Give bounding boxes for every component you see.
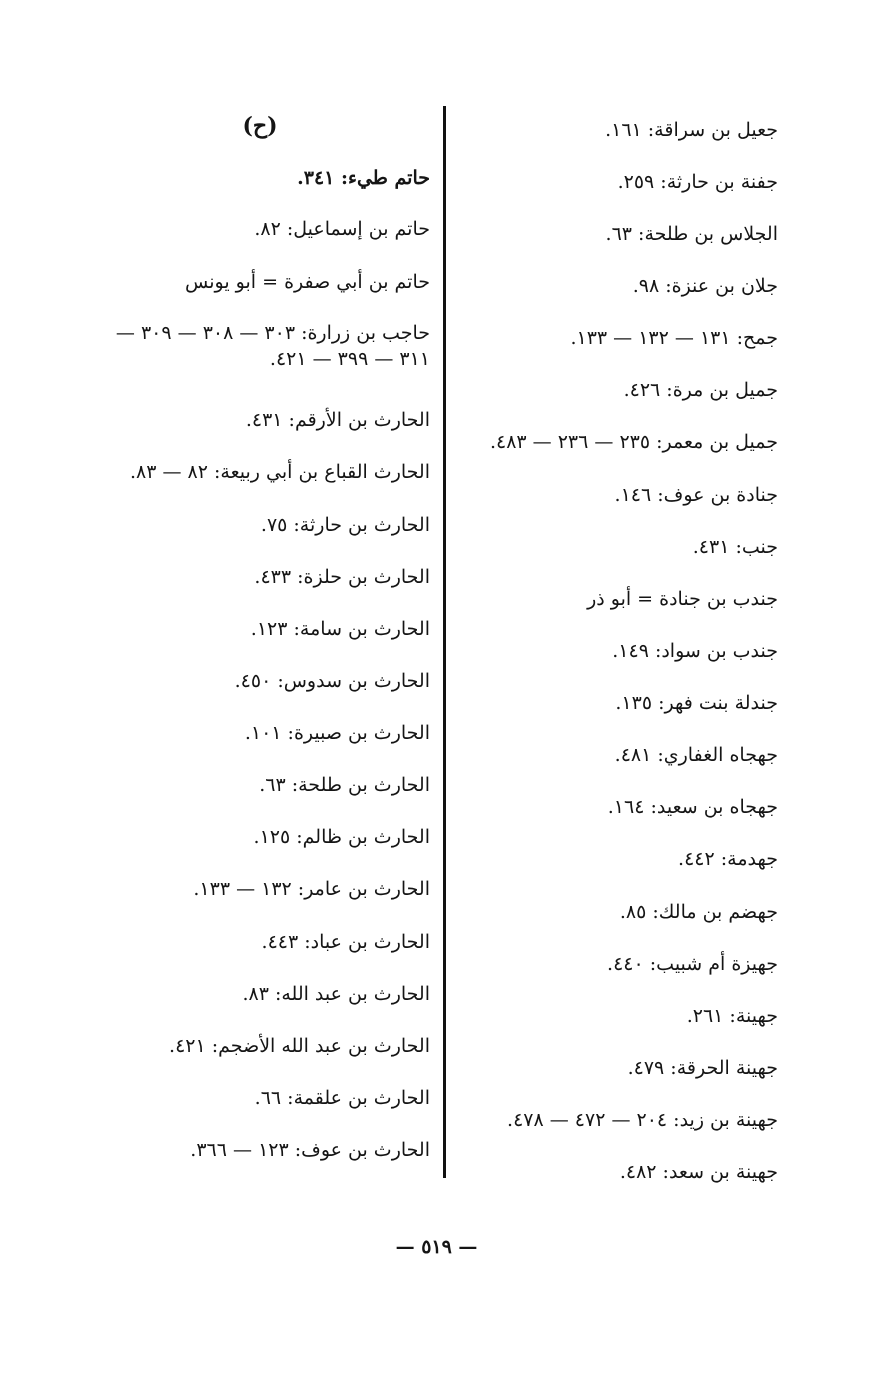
- index-entry: جهجاه بن سعيد: ١٦٤.: [607, 796, 778, 818]
- index-entry: جعيل بن سراقة: ١٦١.: [605, 119, 778, 141]
- index-entry: جلان بن عنزة: ٩٨.: [632, 275, 778, 297]
- index-entry: الحارث بن الأرقم: ٤٣١.: [245, 409, 430, 431]
- index-entry: الحارث بن ظالم: ١٢٥.: [253, 826, 430, 848]
- index-entry: جنادة بن عوف: ١٤٦.: [614, 484, 778, 506]
- index-entry: جهجاه الغفاري: ٤٨١.: [614, 744, 778, 766]
- index-entry: الجلاس بن طلحة: ٦٣.: [605, 223, 778, 245]
- index-entry: جهينة: ٢٦١.: [686, 1005, 778, 1027]
- index-entry: الحارث بن سامة: ١٢٣.: [250, 618, 430, 640]
- index-entry: الحارث بن عباد: ٤٤٣.: [261, 931, 430, 953]
- index-entry: الحارث بن علقمة: ٦٦.: [254, 1087, 430, 1109]
- page-number: — ٥١٩ —: [395, 1236, 478, 1258]
- index-entry: الحارث بن عامر: ١٣٢ — ١٣٣.: [193, 878, 430, 900]
- index-entry: جميل بن معمر: ٢٣٥ — ٢٣٦ — ٤٨٣.: [489, 431, 778, 453]
- index-entry: جميل بن مرة: ٤٢٦.: [623, 379, 778, 401]
- column-divider: [443, 106, 446, 1178]
- index-entry: جفنة بن حارثة: ٢٥٩.: [617, 171, 778, 193]
- index-entry: جهينة بن زيد: ٢٠٤ — ٤٧٢ — ٤٧٨.: [507, 1109, 778, 1131]
- index-entry: الحارث القباع بن أبي ربيعة: ٨٢ — ٨٣.: [129, 461, 430, 483]
- index-entry: جهدمة: ٤٤٢.: [678, 848, 778, 870]
- index-entry: حاجب بن زرارة: ٣٠٣ — ٣٠٨ — ٣٠٩ — ٣١١ — ٣٩٩ — ٤٢١.: [115, 322, 430, 370]
- index-entry: جمح: ١٣١ — ١٣٢ — ١٣٣.: [570, 327, 778, 349]
- index-entry: الحارث بن عبد الله: ٨٣.: [242, 983, 430, 1005]
- index-entry: جهيزة أم شبيب: ٤٤٠.: [607, 953, 778, 975]
- index-entry: جنب: ٤٣١.: [692, 536, 778, 558]
- index-entry: الحارث بن صبيرة: ١٠١.: [244, 722, 430, 744]
- index-entry: الحارث بن عبد الله الأضجم: ٤٢١.: [169, 1035, 430, 1057]
- index-entry: حاتم بن إسماعيل: ٨٢.: [254, 218, 430, 240]
- index-entry: الحارث بن طلحة: ٦٣.: [259, 774, 430, 796]
- index-entry: جهينة بن سعد: ٤٨٢.: [619, 1161, 778, 1183]
- section-heading: (ح): [242, 113, 278, 139]
- index-entry: الحارث بن حارثة: ٧٥.: [260, 514, 430, 536]
- index-entry: الحارث بن سدوس: ٤٥٠.: [234, 670, 430, 692]
- index-entry: جهينة الحرقة: ٤٧٩.: [627, 1057, 778, 1079]
- index-entry: الحارث بن حلزة: ٤٣٣.: [254, 566, 430, 588]
- index-entry: جندب بن سواد: ١٤٩.: [612, 640, 778, 662]
- index-entry: الحارث بن عوف: ١٢٣ — ٣٦٦.: [190, 1139, 430, 1161]
- index-entry-bold: حاتم طيء: ٣٤١.: [297, 167, 430, 189]
- index-entry: حاتم بن أبي صفرة = أبو يونس: [185, 271, 430, 293]
- index-entry: جندب بن جنادة = أبو ذر: [587, 588, 778, 610]
- index-entry: جهضم بن مالك: ٨٥.: [619, 901, 778, 923]
- index-entry: جندلة بنت فهر: ١٣٥.: [615, 692, 778, 714]
